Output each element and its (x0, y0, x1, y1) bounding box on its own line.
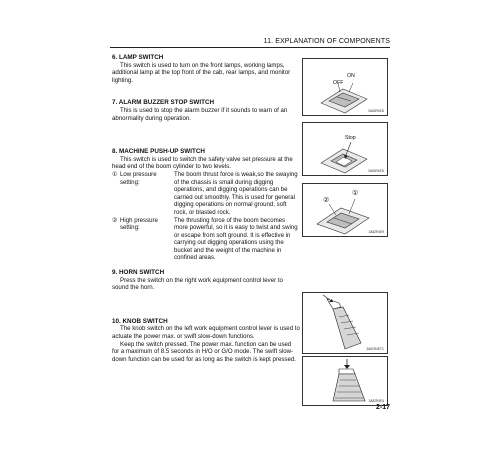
section-body: This is used to stop the alarm buzzer if it sounds to warn of an abnormality during operation. (112, 106, 288, 122)
section-title: 9. HORN SWITCH (112, 269, 165, 277)
section-body: The knob switch on the left work equipment control lever is used to actuate the power max. or swift slow-down functions. (112, 325, 300, 341)
list-item (112, 171, 300, 217)
section-body-2: Keep the switch pressed. The power max. function can be used for a maximum of 8.5 seconds in H/O or G/O mode. The swift slow-down function can be used for as long as the switch is kept pressed. (112, 340, 296, 363)
figure-code: 3A82R4ED (368, 169, 384, 173)
section-knob-switch (112, 318, 300, 364)
item-label: Low pressure setting: (120, 170, 157, 186)
figure-knob-switch (302, 356, 388, 406)
off-label: OFF (333, 80, 344, 86)
item-label: High pressure setting: (120, 216, 158, 232)
text-column (112, 54, 300, 363)
header-divider (110, 47, 390, 48)
setting-2-marker: ② (323, 197, 330, 204)
figure-code: 3A82R4ED (368, 109, 384, 113)
item-marker: ① (112, 170, 118, 178)
section-machine-push-up-switch (112, 148, 300, 262)
figure-lamp-switch (302, 58, 388, 116)
section-title: 6. LAMP SWITCH (112, 54, 164, 61)
section-body: This switch is used to turn on the front lamps, working lamps, additional lamp at the top front of the cab, rear lamps, and monitor lighting. (112, 61, 291, 84)
figure-code: 3A82R4E4 (368, 399, 384, 403)
section-body: This switch is used to switch the safety valve set pressure at the head end of the boom cylinder to two levels. (112, 155, 293, 171)
item-marker: ② (112, 216, 118, 224)
section-horn-switch (112, 269, 300, 292)
stop-label: Stop (345, 135, 356, 141)
figure-machine-push-up-switch (302, 183, 388, 237)
figure-horn-switch (302, 292, 388, 354)
figure-alarm-buzzer-stop-switch (302, 122, 388, 176)
figure-code: 3A82R4E7C (366, 347, 384, 351)
item-text: The thrusting force of the boom becomes more powerful, so it is easy to twist and swing or escape from soft ground. It is effective in carrying out digging operations using the bucket and the weight of the machine in confined areas. (174, 216, 298, 262)
item-text: The boom thrust force is weak,so the swaying of the chassis is small during digging operations, and digging operations can be carried out smoothly. This is used for general digging operations on normal ground, soft rock, or blasted rock. (174, 170, 298, 216)
setting-1-marker: ① (352, 190, 359, 197)
page-header-title: 11. EXPLANATION OF COMPONENTS (263, 38, 390, 45)
horn-lever-illustration (303, 293, 389, 355)
section-lamp-switch (112, 54, 300, 84)
section-alarm-buzzer-stop-switch (112, 99, 300, 122)
section-title: 10. KNOB SWITCH (112, 317, 168, 325)
page-number: 2-17 (375, 404, 390, 411)
section-title: 7. ALARM BUZZER STOP SWITCH (112, 99, 215, 107)
section-body: Press the switch on the right work equipment control lever to sound the horn. (112, 276, 283, 292)
list-item (112, 217, 300, 263)
on-label: ON (347, 73, 355, 79)
figure-code: 3A82R4E9 (368, 230, 384, 234)
section-title: 8. MACHINE PUSH-UP SWITCH (112, 148, 205, 156)
